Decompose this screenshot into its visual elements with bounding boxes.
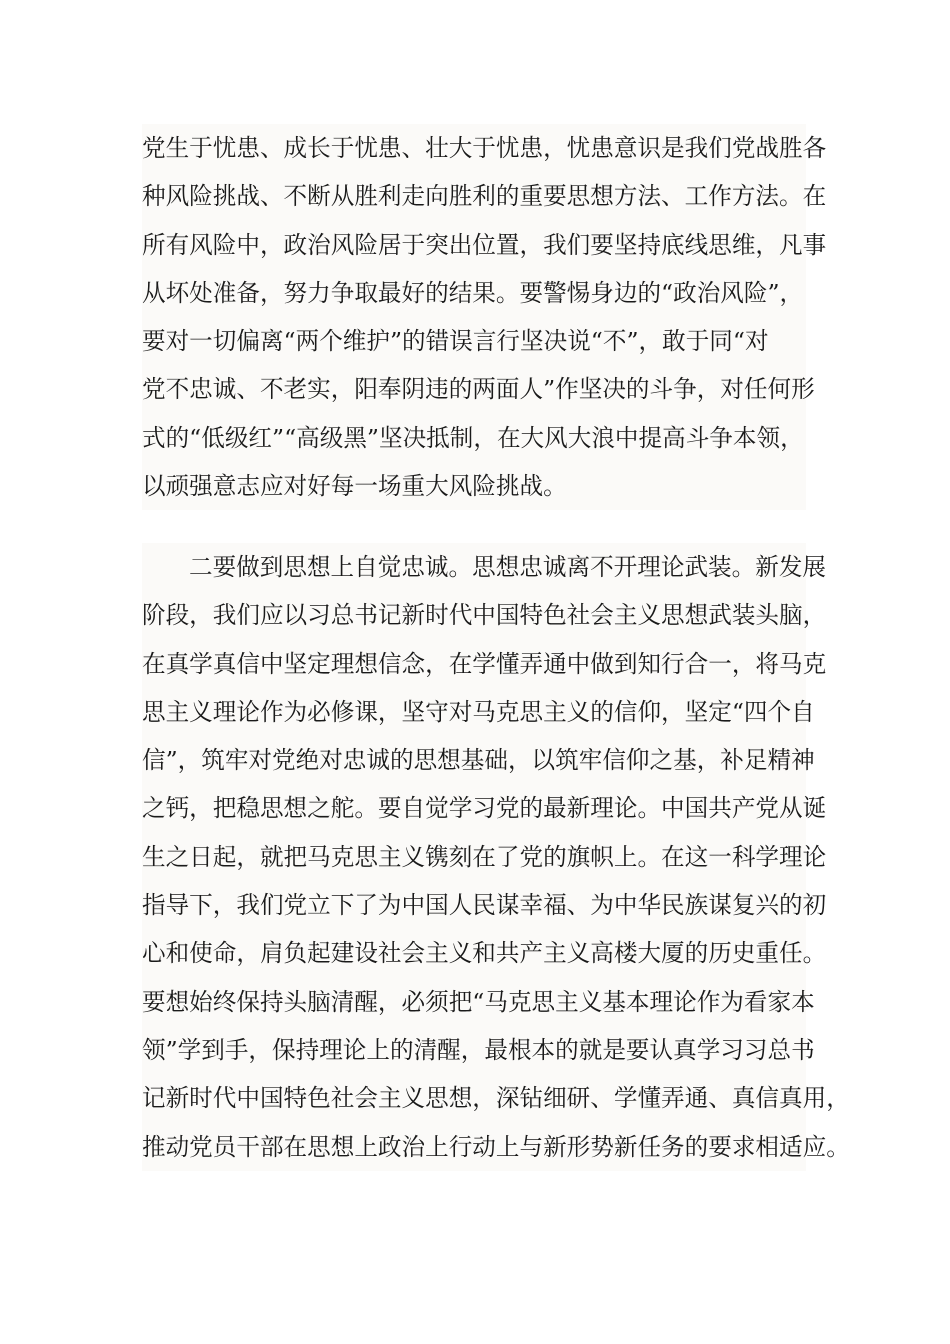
paragraph-line: 从坏处准备，努力争取最好的结果。要警惕身边的“政治风险”， [142, 278, 804, 307]
paragraph-line: 在真学真信中坚定理想信念，在学懂弄通中做到知行合一，将马克 [142, 649, 827, 678]
paragraph-line: 所有风险中，政治风险居于突出位置，我们要坚持底线思维，凡事 [142, 230, 827, 259]
paragraph-line: 之钙，把稳思想之舵。要自觉学习党的最新理论。中国共产党从诞 [142, 794, 827, 823]
paragraph-line: 二要做到思想上自觉忠诚。思想忠诚离不开理论武装。新发展 [189, 553, 827, 581]
paragraph-2 [142, 543, 850, 1171]
paragraph-line: 推动党员干部在思想上政治上行动上与新形势新任务的要求相适应。 [142, 1132, 850, 1161]
paragraph-line: 阶段，我们应以习总书记新时代中国特色社会主义思想武装头脑， [142, 601, 827, 630]
paragraph-line: 信”，筑牢对党绝对忠诚的思想基础，以筑牢信仰之基，补足精神 [142, 746, 815, 775]
paragraph-line: 党生于忧患、成长于忧患、壮大于忧患，忧患意识是我们党战胜各 [142, 134, 827, 162]
paragraph-line: 党不忠诚、不老实，阳奉阴违的两面人”作坚决的斗争，对任何形 [142, 375, 815, 404]
paragraph-line: 记新时代中国特色社会主义思想，深钻细研、学懂弄通、真信真用， [142, 1084, 850, 1113]
paragraph-line: 指导下，我们党立下了为中国人民谋幸福、为中华民族谋复兴的初 [142, 891, 827, 920]
paragraph-line: 领”学到手，保持理论上的清醒，最根本的就是要认真学习习总书 [142, 1035, 815, 1064]
paragraph-line: 式的“低级红”“高级黑”坚决抵制，在大风大浪中提高斗争本领， [142, 423, 804, 452]
paragraph-line: 种风险挑战、不断从胜利走向胜利的重要思想方法、工作方法。在 [142, 182, 827, 211]
paragraph-line: 要想始终保持头脑清醒，必须把“马克思主义基本理论作为看家本 [142, 987, 815, 1016]
paragraph-line: 思主义理论作为必修课，坚守对马克思主义的信仰，坚定“四个自 [142, 697, 815, 726]
paragraph-line: 生之日起，就把马克思主义镌刻在了党的旗帜上。在这一科学理论 [142, 842, 827, 871]
paragraph-line: 心和使命，肩负起建设社会主义和共产主义高楼大厦的历史重任。 [142, 939, 827, 968]
paragraph-1 [142, 124, 827, 510]
paragraph-line: 以顽强意志应对好每一场重大风险挑战。 [142, 472, 567, 501]
paragraph-line: 要对一切偏离“两个维护”的错误言行坚决说“不”，敢于同“对 [142, 327, 769, 356]
